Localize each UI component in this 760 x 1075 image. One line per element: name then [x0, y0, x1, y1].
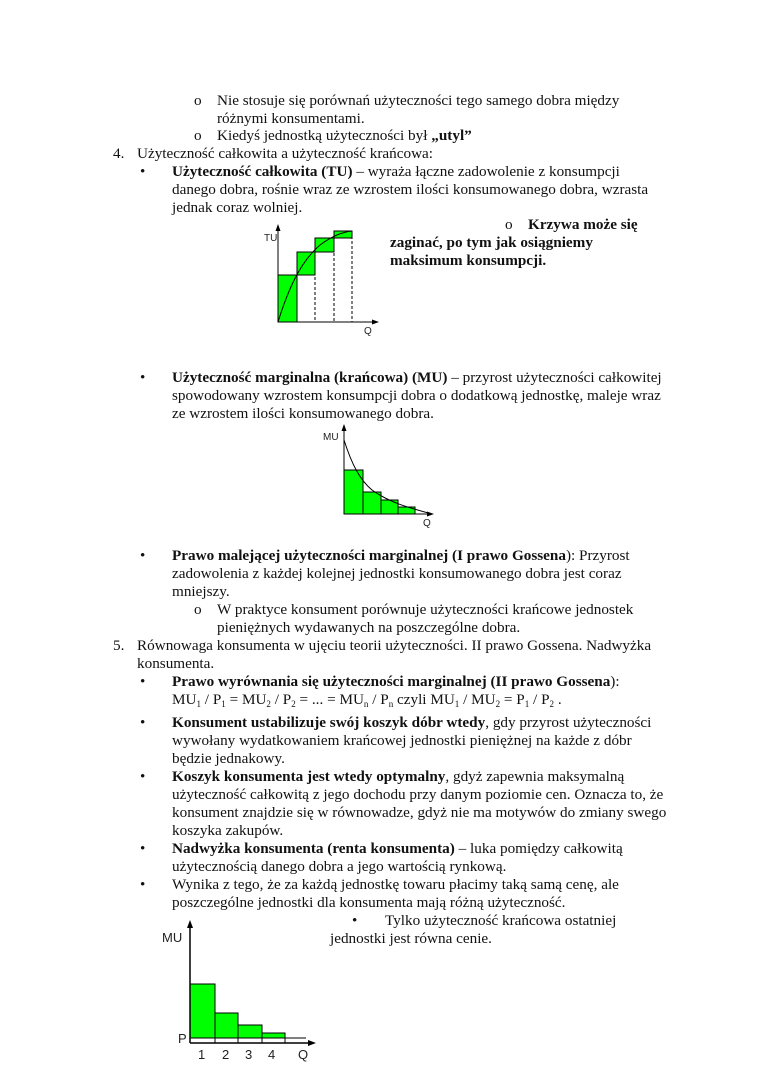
- circle-bullet-icon: o: [194, 601, 202, 618]
- tick-label: 4: [268, 1047, 276, 1062]
- circle-bullet-icon: o: [505, 216, 513, 233]
- bullet-icon: •: [140, 840, 146, 857]
- text-line: W praktyce konsument porównuje użyteczności krańcowe jednostek: [217, 601, 634, 618]
- text: – przyrost użyteczności całkowitej: [447, 369, 662, 386]
- text-line: Tylko użyteczność krańcowa ostatniej: [385, 912, 617, 929]
- text-line: danego dobra, rośnie wraz ze wzrostem ilości konsumowanego dobra, wzrasta: [172, 181, 649, 198]
- text: – luka pomiędzy całkowitą: [454, 840, 623, 857]
- bullet-icon: •: [140, 369, 146, 386]
- text-line: poszczególne jednostki dla konsumenta mają różną użyteczność.: [172, 894, 566, 911]
- text-line: spowodowany wzrostem konsumpcji dobra o dodatkową jednostkę, maleje wraz: [172, 387, 661, 404]
- q-axis-label: Q: [364, 326, 372, 337]
- text: , gdyż zapewnia maksymalną: [445, 768, 625, 785]
- text: ):: [610, 673, 620, 690]
- text-line: mniejszy.: [172, 583, 230, 600]
- text-line: zaginać, po tym jak osiągniemy: [390, 234, 593, 251]
- text-line: różnymi konsumentami.: [217, 110, 365, 127]
- bold-text: Nadwyżka konsumenta (renta konsumenta): [172, 840, 455, 857]
- text-line: ze wzrostem ilości konsumowanego dobra.: [172, 405, 434, 422]
- text-line: jednak coraz wolniej.: [172, 199, 303, 216]
- bullet-icon: •: [352, 912, 358, 929]
- text-line: Krzywa może się: [528, 216, 638, 233]
- bold-text: „utyl”: [431, 127, 472, 144]
- text-line: koszyka zakupów.: [172, 822, 284, 839]
- price-label: P: [178, 1031, 187, 1046]
- section-heading: Użyteczność całkowita a użyteczność krańcowa:: [137, 145, 434, 162]
- text-line: konsument znajdzie się w równowadze, gdyż nie ma motywów do zmiany swego: [172, 804, 667, 821]
- text-line: maksimum konsumpcji.: [390, 252, 547, 269]
- mu-axis-label: MU: [162, 930, 183, 945]
- text-line: jednostki jest równa cenie.: [330, 930, 492, 947]
- tick-label: 3: [245, 1047, 253, 1062]
- section-number: 4.: [113, 145, 125, 162]
- bullet-icon: •: [140, 768, 146, 785]
- bullet-icon: •: [140, 547, 146, 564]
- text: Kiedyś jednostką użyteczności był: [217, 127, 432, 144]
- text-line: pieniężnych wydawanych na poszczególne dobra.: [217, 619, 521, 636]
- text-line: użyteczność całkowitą z jego dochodu przy danym poziomie cen. Oznacza to, że: [172, 786, 664, 803]
- mu-axis-label: MU: [323, 432, 339, 443]
- text-line: będzie jednakowy.: [172, 750, 285, 767]
- section-number: 5.: [113, 637, 125, 654]
- bullet-icon: •: [140, 673, 146, 690]
- text: ): Przyrost: [565, 547, 630, 564]
- circle-bullet-icon: o: [194, 127, 202, 144]
- bold-text: Użyteczność całkowita (TU): [172, 163, 353, 180]
- text: – wyraża łączne zadowolenie z konsumpcji: [352, 163, 620, 180]
- bold-text: Prawo malejącej użyteczności marginalnej (I prawo Gossena: [172, 547, 566, 564]
- tu-axis-label: TU: [264, 233, 278, 244]
- tick-label: 1: [198, 1047, 206, 1062]
- text-line: użytecznością danego dobra a jego wartością rynkową.: [172, 858, 507, 875]
- tick-label: 2: [222, 1047, 230, 1062]
- text-line: Nie stosuje się porównań użyteczności tego samego dobra między: [217, 92, 620, 109]
- bullet-icon: •: [140, 163, 146, 180]
- bullet-icon: •: [140, 714, 146, 731]
- text: , gdy przyrost użyteczności: [485, 714, 652, 731]
- circle-bullet-icon: o: [194, 92, 202, 109]
- section-heading: Równowaga konsumenta w ujęciu teorii użyteczności. II prawo Gossena. Nadwyżka: [137, 637, 652, 654]
- bullet-icon: •: [140, 876, 146, 893]
- bold-text: Konsument ustabilizuje swój koszyk dóbr wtedy: [172, 714, 486, 731]
- bold-text: Koszyk konsumenta jest wtedy optymalny: [172, 768, 446, 785]
- text-line: Wynika z tego, że za każdą jednostkę towaru płacimy taką samą cenę, ale: [172, 876, 619, 893]
- q-axis-label: Q: [298, 1047, 309, 1062]
- formula: $MU_1 / P_1 = MU_2 / P_2$ = ... = $MU_n / P_n$ czyli $MU_1 / MU_2 = P_1 / P_2$ .: [172, 691, 562, 709]
- bold-text: Użyteczność marginalna (krańcowa) (MU): [172, 369, 448, 386]
- q-axis-label: Q: [423, 518, 431, 529]
- text-line: zadowolenia z każdej kolejnej jednostki konsumowanego dobra jest coraz: [172, 565, 622, 582]
- text-line: wywołany wydatkowaniem krańcowej jednostki pieniężnej na każde z dóbr: [172, 732, 632, 749]
- bold-text: Prawo wyrównania się użyteczności marginalnej (II prawo Gossena: [172, 673, 611, 690]
- section-heading: konsumenta.: [137, 655, 215, 672]
